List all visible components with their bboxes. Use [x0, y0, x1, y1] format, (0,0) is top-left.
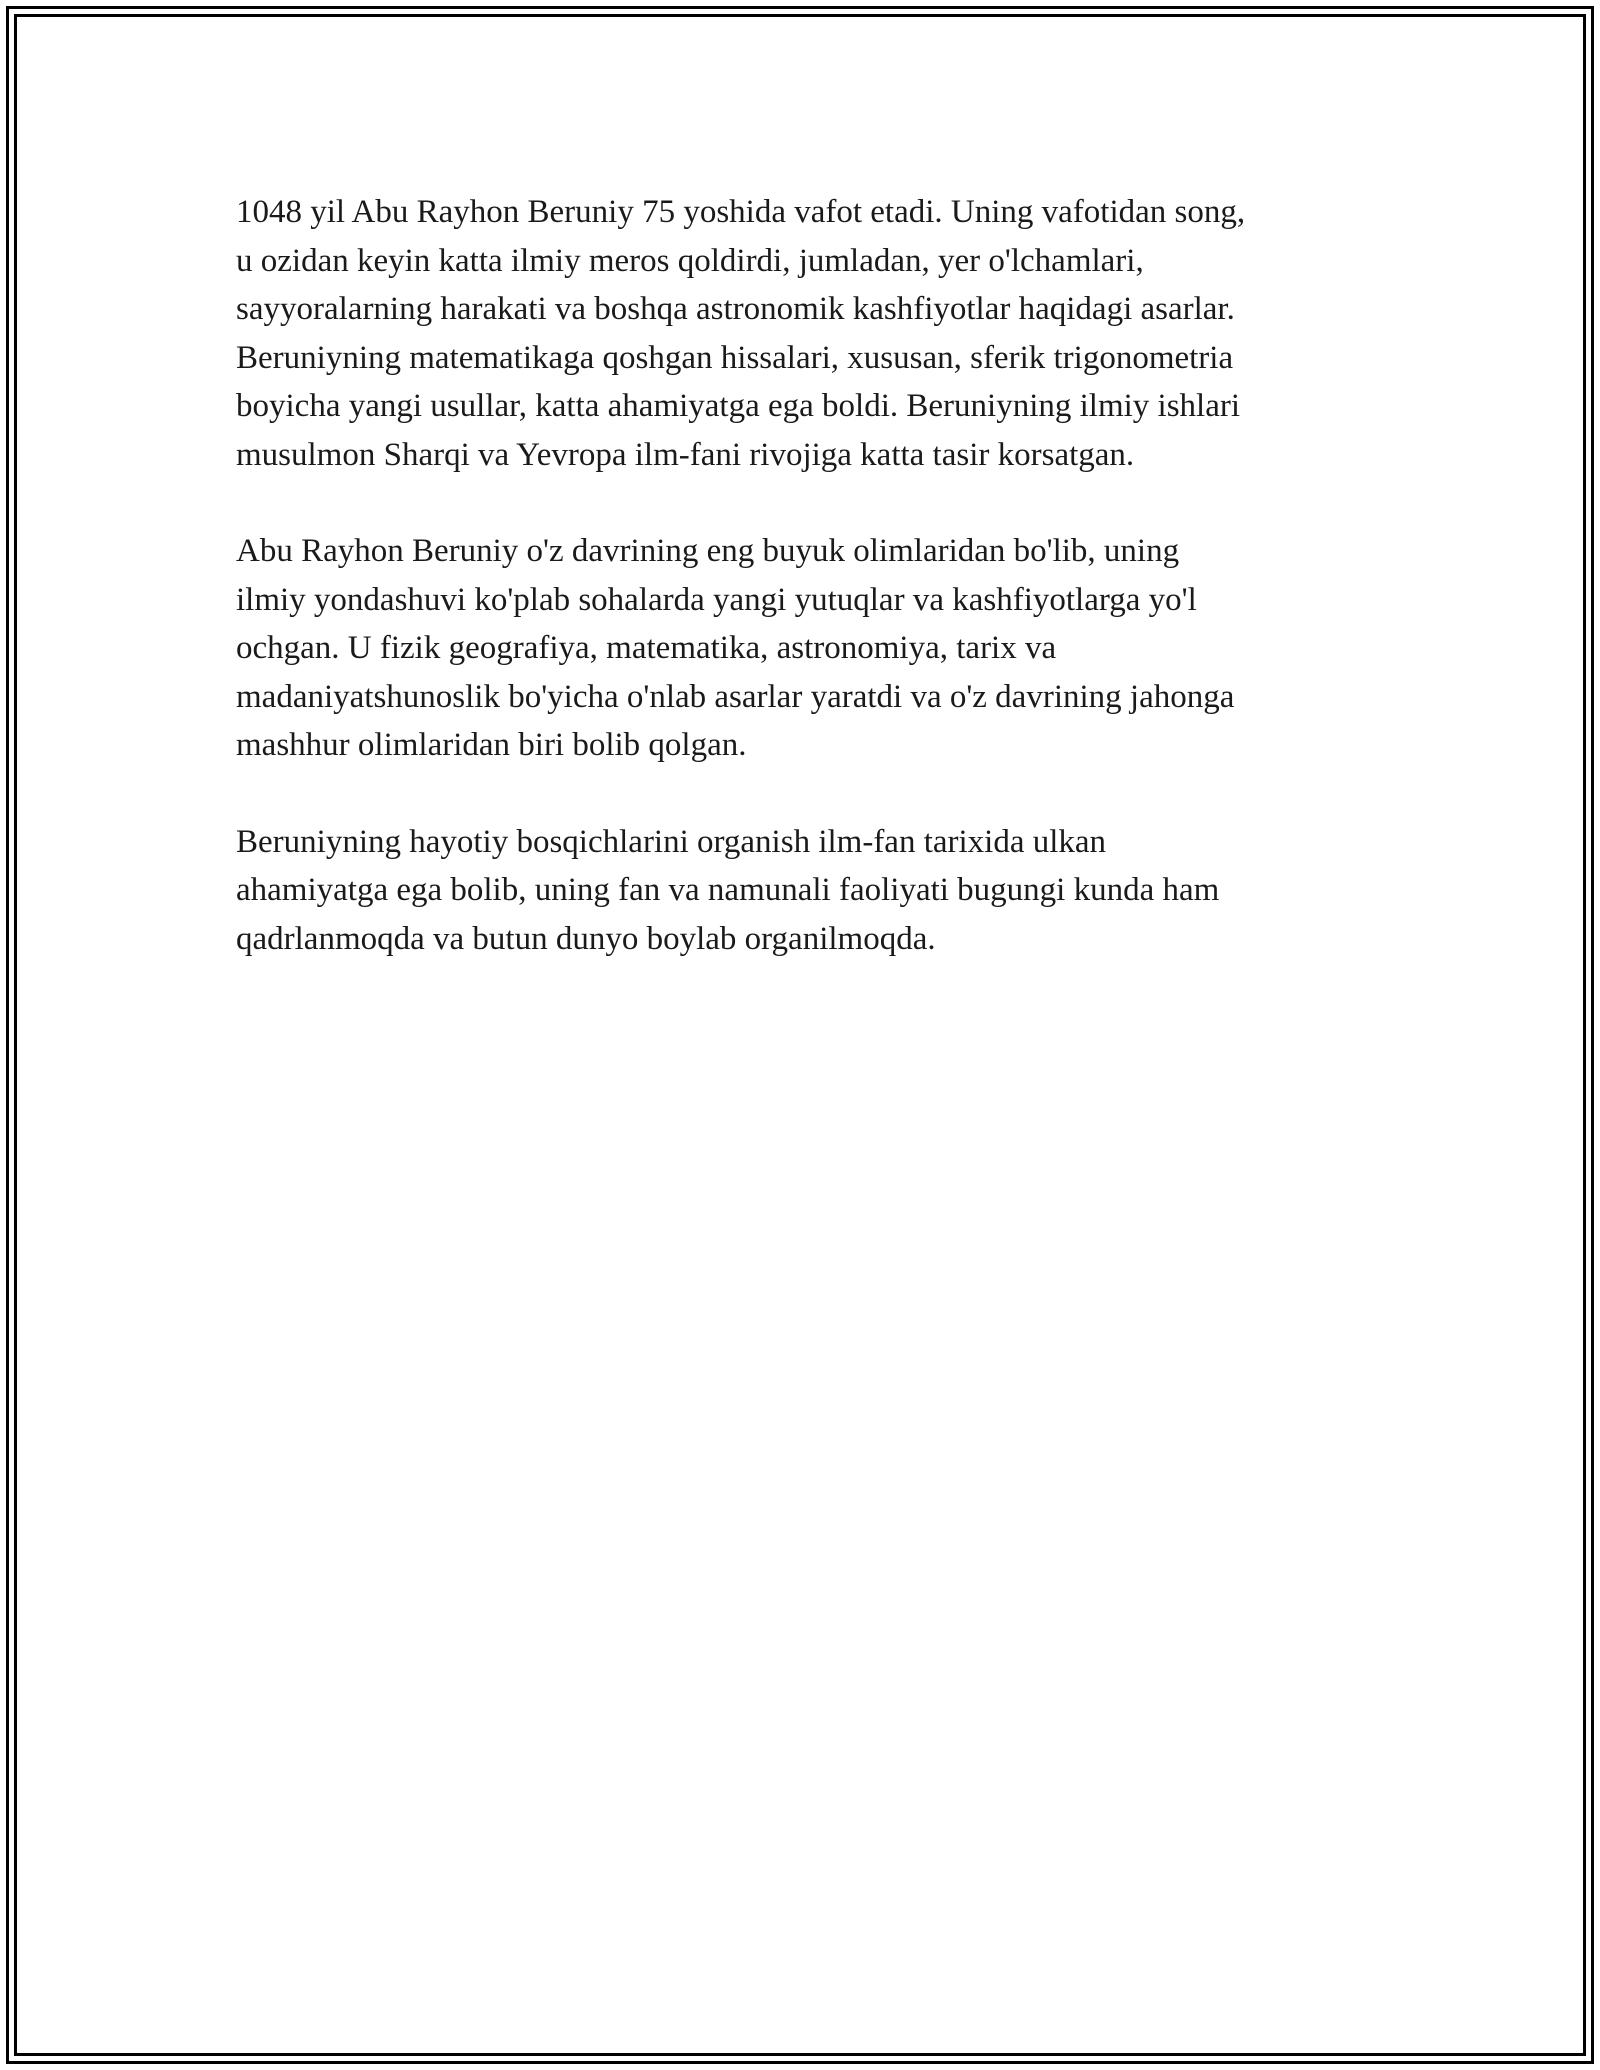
document-body	[236, 188, 1386, 1011]
paragraph-2: Abu Rayhon Beruniy o'z davrining eng buyuk olimlaridan bo'lib, uning ilmiy yondashuvi ko'plab sohalarda yangi yutuqlar va kashfiyotlarga yo'l ochgan. U fizik geografiya, matematika, astronomiya, tarix va madaniyatshunoslik bo'yicha o'nlab asarlar yaratdi va o'z davrining jahonga mashhur olimlaridan biri bolib qolgan.	[236, 533, 1235, 763]
paragraph-3: Beruniyning hayotiy bosqichlarini organish ilm-fan tarixida ulkan ahamiyatga ega bolib, uning fan va namunali faoliyati bugungi kunda ham qadrlanmoqda va butun dunyo boylab organilmoqda.	[236, 823, 1220, 957]
paragraph-1: 1048 yil Abu Rayhon Beruniy 75 yoshida vafot etadi. Uning vafotidan song, u ozidan keyin katta ilmiy meros qoldirdi, jumladan, yer o'lchamlari, sayyoralarning harakati va boshqa astronomik kashfiyotlar haqidagi asarlar. Beruniyning matematikaga qoshgan hissalari, xususan, sferik trigonometria boyicha yangi usullar, katta ahamiyatga ega boldi. Beruniyning ilmiy ishlari musulmon Sharqi va Yevropa ilm-fani rivojiga katta tasir korsatgan.	[236, 194, 1246, 473]
